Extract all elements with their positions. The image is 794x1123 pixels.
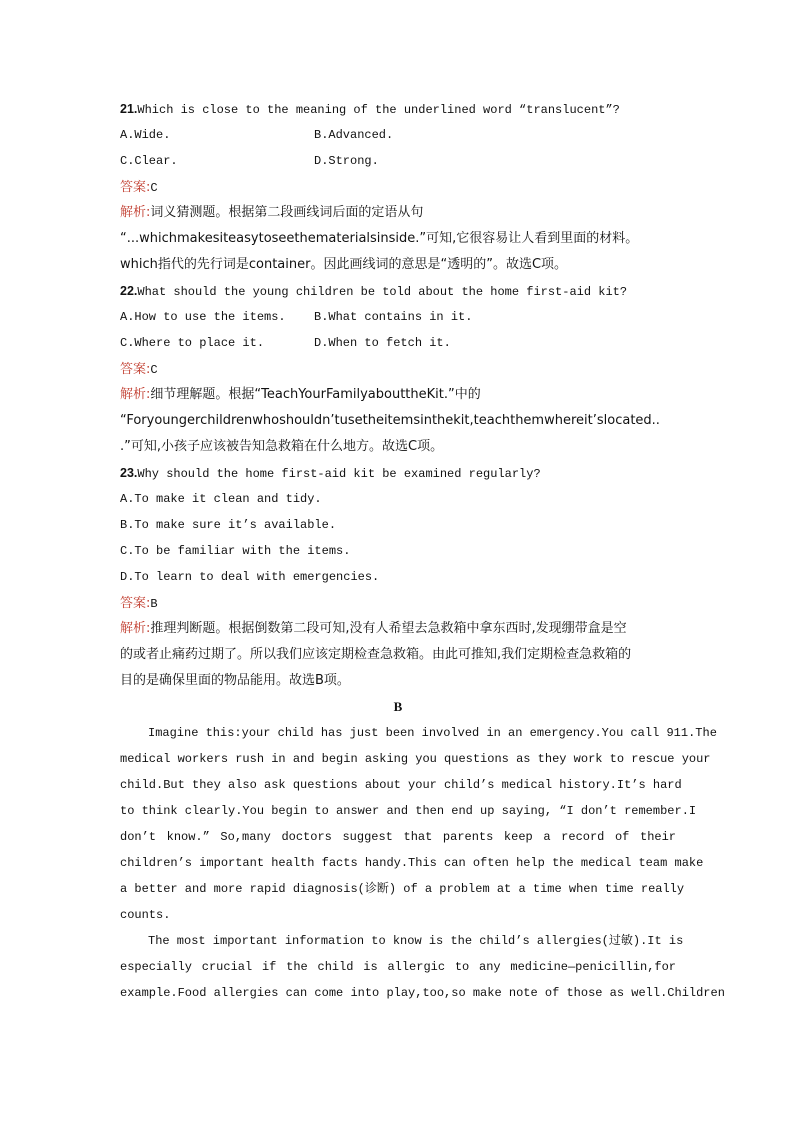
analysis-line [120,642,676,668]
analysis-text: 目的是确保里面的物品能用。故选B项。 [120,673,350,688]
question-number: 21. [120,102,138,116]
options-row [120,122,676,148]
answer-value: B [150,597,158,611]
passage-line: children’s important health facts handy.This can often help the medical team make [120,856,704,870]
question-21 [120,96,676,122]
option-d: D.When to fetch it. [314,336,451,350]
options-row [120,148,676,174]
answer-label: 答案: [120,596,151,611]
passage-line: counts. [120,908,171,922]
passage-line: a better and more rapid diagnosis(诊断) of a problem at a time when time really [120,882,685,896]
option-c: C.To be familiar with the items. [120,544,351,558]
option-a: A.How to use the items. [120,310,286,324]
option-d: D.Strong. [314,154,379,168]
question-stem: Which is close to the meaning of the underlined word “translucent”? [137,103,620,117]
answer-line [120,590,676,616]
analysis-line [120,434,676,460]
question-number: 22. [120,284,138,298]
question-stem: Why should the home first-aid kit be examined regularly? [137,467,541,481]
analysis-line [120,252,676,278]
section-heading: B [393,699,403,714]
passage-line: The most important information to know is the child’s allergies(过敏).It is [148,934,684,948]
option-c: C.Clear. [120,154,178,168]
analysis-text: 的或者止痛药过期了。所以我们应该定期检查急救箱。由此可推知,我们定期检查急救箱的 [120,647,632,662]
answer-line [120,174,676,200]
analysis-text: “Foryoungerchildrenwhoshouldn’tusetheitemsinthekit,teachthemwhereit’slocated.. [120,413,660,428]
analysis-line [120,616,676,642]
analysis-text: 词义猜测题。根据第二段画线词后面的定语从句 [150,205,424,220]
answer-label: 答案: [120,180,151,195]
document-page [120,96,725,1006]
option-a: A.To make it clean and tidy. [120,492,322,506]
options-row [120,330,676,356]
passage-line: to think clearly.You begin to answer and then end up saying, “I don’t remember.I [120,804,697,818]
analysis-text: 细节理解题。根据“TeachYourFamilyabouttheKit.”中的 [150,387,481,402]
analysis-text: “...whichmakesiteasytoseethematerialsinside.”可知,它很容易让人看到里面的材料。 [120,231,639,246]
analysis-text: 推理判断题。根据倒数第二段可知,没有人希望去急救箱中拿东西时,发现绷带盒是空 [150,621,627,636]
answer-line [120,356,676,382]
analysis-text: which指代的先行词是container。因此画线词的意思是“透明的”。故选C项。 [120,257,568,272]
question-22 [120,278,676,304]
question-23 [120,460,676,486]
analysis-line [120,382,676,408]
answer-value: C [150,181,158,195]
analysis-label: 解析: [120,621,151,636]
option-b: B.Advanced. [314,128,394,142]
answer-label: 答案: [120,362,151,377]
passage-line: don’t know.” So,many doctors suggest that parents keep a record of their [120,830,676,844]
analysis-label: 解析: [120,387,151,402]
option-a: A.Wide. [120,128,171,142]
option-b: B.To make sure it’s available. [120,518,337,532]
question-stem: What should the young children be told about the home first-aid kit? [137,285,628,299]
passage-line: child.But they also ask questions about your child’s medical history.It’s hard [120,778,682,792]
option-c: C.Where to place it. [120,336,265,350]
option-d: D.To learn to deal with emergencies. [120,570,380,584]
analysis-text: .”可知,小孩子应该被告知急救箱在什么地方。故选C项。 [120,439,444,454]
passage-line: medical workers rush in and begin asking you questions as they work to rescue your [120,752,711,766]
analysis-line [120,668,676,694]
analysis-line [120,408,676,434]
passage-paragraph-1 [120,720,717,928]
question-number: 23. [120,466,138,480]
passage-line: especially crucial if the child is allergic to any medicine—penicillin,for [120,960,676,974]
passage-paragraph-2 [120,928,725,1006]
analysis-line [120,200,676,226]
option-b: B.What contains in it. [314,310,473,324]
answer-value: C [150,363,158,377]
options-row [120,304,676,330]
analysis-label: 解析: [120,205,151,220]
passage-line: Imagine this:your child has just been involved in an emergency.You call 911.The [148,726,717,740]
analysis-line [120,226,676,252]
passage-line: example.Food allergies can come into play,too,so make note of those as well.Children [120,986,725,1000]
